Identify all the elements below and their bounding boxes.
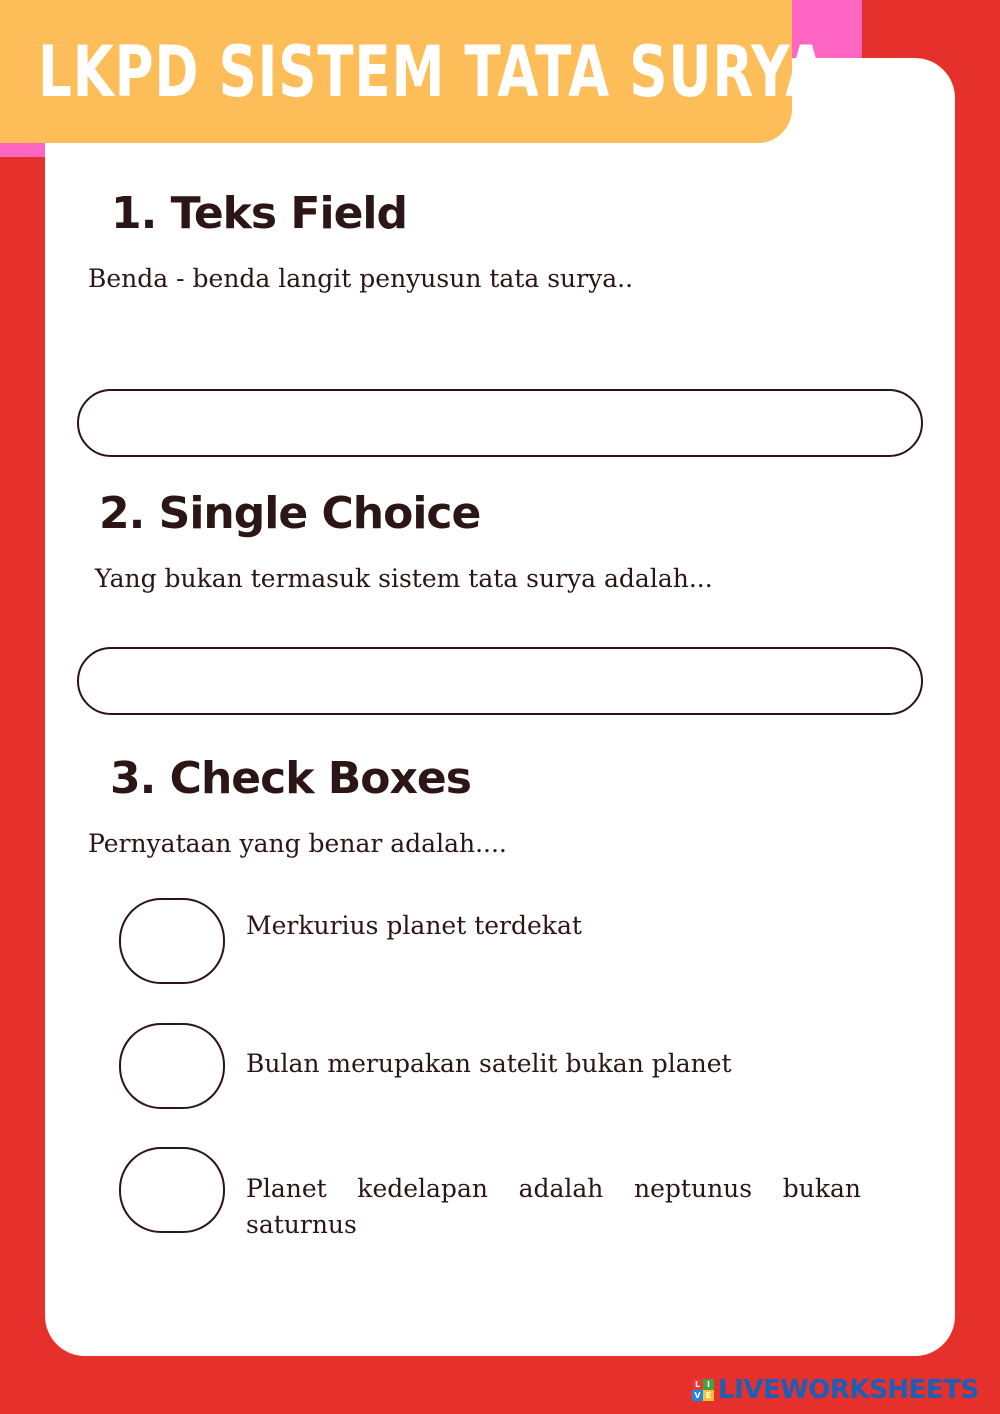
brand-name: LIVEWORKSHEETS bbox=[718, 1375, 979, 1405]
section-2-answer-input[interactable] bbox=[77, 647, 923, 715]
section-3-question: Pernyataan yang benar adalah.... bbox=[88, 829, 507, 858]
title-banner bbox=[0, 0, 828, 143]
logo-letter: E bbox=[703, 1390, 714, 1401]
option-3-label: Planet kedelapan adalah neptunus bukan bbox=[246, 1174, 861, 1203]
section-1-answer-input[interactable] bbox=[77, 389, 923, 457]
logo-letter: L bbox=[692, 1379, 703, 1390]
section-2-heading: 2. Single Choice bbox=[99, 488, 481, 539]
option-3-label-continued: saturnus bbox=[246, 1210, 357, 1239]
logo-letter: V bbox=[692, 1390, 703, 1401]
logo-letter: I bbox=[703, 1379, 714, 1390]
option-1-label: Merkurius planet terdekat bbox=[246, 911, 582, 940]
liveworksheets-brand bbox=[692, 1375, 979, 1405]
section-1-question: Benda - benda langit penyusun tata surya.. bbox=[88, 264, 634, 293]
liveworksheets-logo-icon bbox=[692, 1379, 714, 1401]
option-2-checkbox[interactable] bbox=[119, 1023, 225, 1109]
page-title: LKPD SISTEM TATA SURYA bbox=[38, 31, 828, 113]
section-1-heading: 1. Teks Field bbox=[111, 188, 407, 239]
section-3-heading: 3. Check Boxes bbox=[110, 753, 471, 804]
option-2-label: Bulan merupakan satelit bukan planet bbox=[246, 1049, 732, 1078]
option-3-checkbox[interactable] bbox=[119, 1147, 225, 1233]
option-1-checkbox[interactable] bbox=[119, 898, 225, 984]
section-2-question: Yang bukan termasuk sistem tata surya adalah... bbox=[95, 564, 713, 593]
